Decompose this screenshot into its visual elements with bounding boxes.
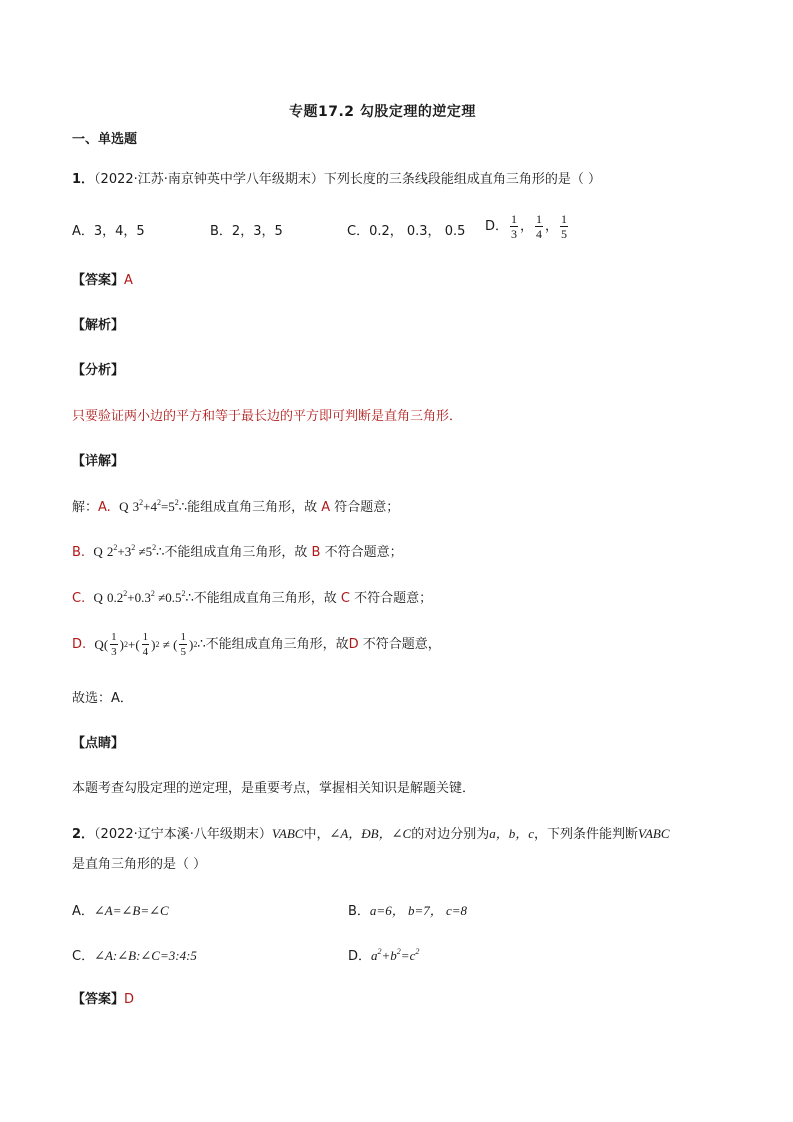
- solution-letter: A: [321, 500, 331, 515]
- solution-math: $0.2^2+0.3^2 \ne 0.5^2$: [107, 589, 186, 605]
- fraction: $\frac{1}{4}$: [536, 212, 543, 241]
- detail-tag: 【详解】: [72, 454, 125, 469]
- analysis-tag: 【解析】: [72, 318, 125, 333]
- since-symbol: Q: [93, 544, 103, 559]
- solution-line-a: [72, 498, 399, 517]
- fraction: $\frac{1}{5}$: [561, 212, 568, 241]
- solution-end: 符合题意；: [334, 500, 400, 515]
- option-label: D．: [348, 949, 372, 964]
- solution-end: 不符合题意；: [354, 591, 433, 606]
- solution-math: $3^2+4^2=5^2$: [132, 498, 179, 514]
- answer-line-2: [72, 991, 134, 1009]
- dianjing-tag: 【点睛】: [72, 736, 125, 751]
- solution-line-c: [72, 589, 432, 608]
- solution-letter: B: [311, 545, 321, 560]
- solution-label: B.: [72, 545, 86, 560]
- question-2-text: 的对边分别为: [411, 827, 490, 842]
- sides-math: a，b，c: [489, 826, 534, 841]
- question-1-option-d: D． $\frac{1}{3}$ ， $\frac{1}{4}$ ， $\frac{1}{5}$: [485, 212, 568, 241]
- solution-end: 不符合题意；: [324, 545, 403, 560]
- question-1-option-b: B．2，3，5: [210, 224, 283, 239]
- option-math: ∠A:∠B:∠C=3:4:5: [94, 948, 197, 963]
- question-1-stem: [72, 171, 601, 189]
- question-2-option-a: [72, 902, 169, 921]
- since-symbol: Q: [119, 499, 129, 514]
- option-d-label: D．: [485, 218, 509, 234]
- fraction: $\frac{1}{3}$: [511, 212, 518, 241]
- answer-tag: 【答案】: [72, 273, 125, 288]
- solution-prefix: 解：: [72, 500, 99, 515]
- option-label: C．: [72, 949, 95, 964]
- question-2-number: 2．: [72, 827, 95, 842]
- solution-label: A.: [98, 500, 111, 515]
- answer-line-1: [72, 272, 133, 290]
- solution-text: ∴能组成直角三角形，故: [178, 500, 318, 515]
- solution-label: D.: [72, 636, 87, 652]
- question-2-text: 中，: [303, 827, 330, 842]
- solution-end: 不符合题意，: [362, 636, 441, 652]
- solution-math: $2^2+3^2 \ne 5^2$: [106, 543, 157, 559]
- fenxi-text: 只要验证两小边的平方和等于最长边的平方即可判断是直角三角形．: [72, 409, 463, 424]
- page-title: 专题17.2 勾股定理的逆定理: [289, 104, 476, 120]
- section-heading: 一、单选题: [72, 132, 138, 147]
- option-math: ∠A=∠B=∠C: [93, 903, 169, 918]
- triangle-symbol: VABC: [271, 826, 304, 841]
- dianjing-text: 本题考查勾股定理的逆定理，是重要考点，掌握相关知识是解题关键．: [72, 781, 476, 796]
- answer-value: D: [124, 992, 135, 1007]
- solution-text: ∴不能组成直角三角形，故: [185, 591, 337, 606]
- question-1-option-c: C．0.2， 0.3， 0.5: [347, 224, 466, 239]
- solution-letter: D: [348, 636, 359, 652]
- solution-line-d: [72, 631, 441, 658]
- answer-value: A: [124, 273, 133, 288]
- question-2-source: （2022·辽宁本溪·八年级期末）: [94, 827, 272, 842]
- solution-math: ( $\frac{1}{3}$ ) 2 +( $\frac{1}{4}$ ) 2 ≠ ( $\frac{1}{5}$ ) 2: [103, 631, 198, 658]
- option-label: A．: [72, 904, 94, 919]
- question-1-text: （2022·江苏·南京钟英中学八年级期末）下列长度的三条线段能组成直角三角形的是（ ）: [94, 172, 602, 187]
- solution-text: ∴不能组成直角三角形，故: [156, 545, 308, 560]
- question-2-option-b: [348, 902, 467, 921]
- solution-letter: C: [340, 591, 350, 606]
- question-2-stem-line2: 是直角三角形的是（ ）: [72, 857, 207, 872]
- since-symbol: Q: [93, 590, 103, 605]
- option-label: B．: [348, 904, 370, 919]
- answer-tag: 【答案】: [72, 992, 125, 1007]
- question-2-stem: [72, 825, 670, 844]
- solution-line-b: [72, 543, 403, 562]
- solution-label: C.: [72, 591, 86, 606]
- since-symbol: Q: [94, 636, 104, 652]
- option-math: $a^2+b^2=c^2$: [371, 947, 420, 963]
- choose-line: 故选：A．: [72, 691, 133, 706]
- question-1-number: 1．: [72, 172, 95, 187]
- question-2-option-c: [72, 947, 197, 966]
- question-2-option-d: [348, 947, 419, 966]
- angles-math: ∠A，ÐB，∠C: [329, 826, 412, 841]
- triangle-symbol: VABC: [638, 826, 670, 841]
- fenxi-tag: 【分析】: [72, 363, 125, 378]
- question-2-text: ，下列条件能判断: [533, 827, 638, 842]
- solution-text: ∴不能组成直角三角形，故: [197, 636, 349, 652]
- option-math: a=6， b=7， c=8: [369, 903, 468, 918]
- question-1-option-a: A．3，4，5: [72, 224, 145, 239]
